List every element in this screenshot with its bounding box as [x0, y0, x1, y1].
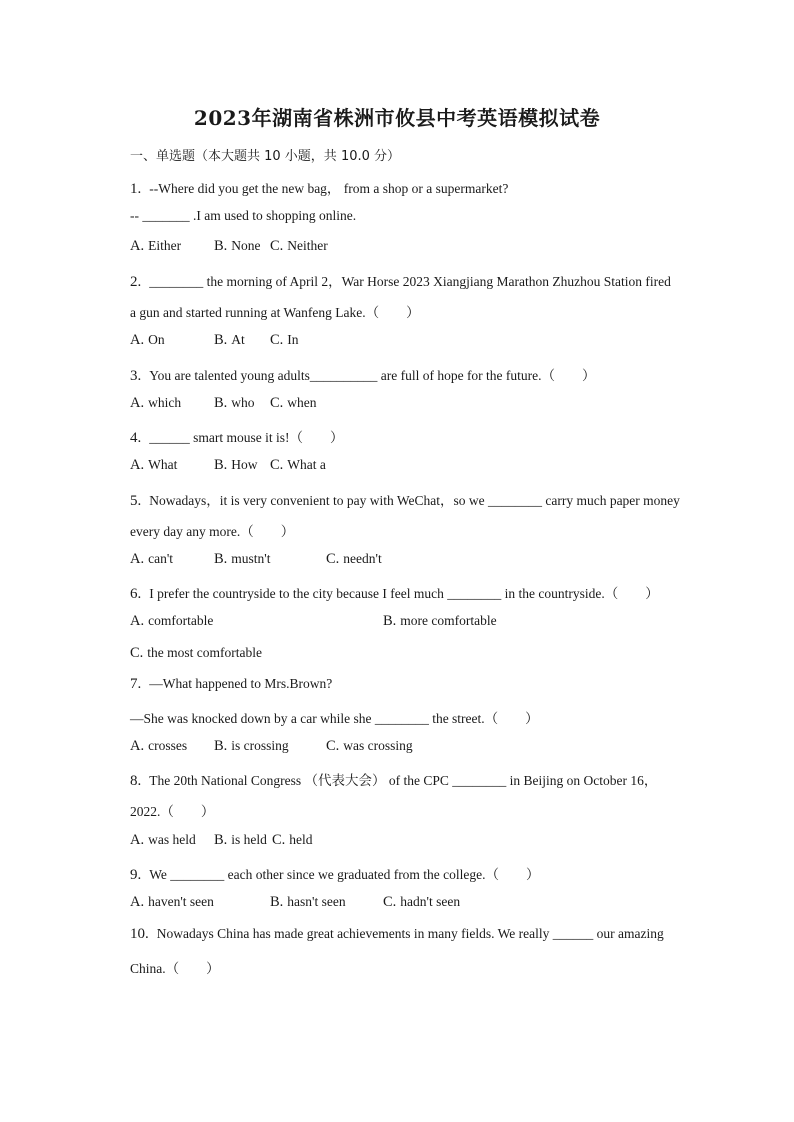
question-text: ________ the morning of April 2，War Horse 2023 Xiangjiang Marathon Zhuzhou Station fired	[149, 274, 671, 289]
question-5-line-1	[130, 489, 680, 510]
question-number: 5.	[130, 493, 142, 509]
option-b: B. is crossing	[214, 738, 289, 754]
option-a: A. What	[130, 457, 178, 473]
question-9-line-1	[130, 863, 540, 884]
question-number: 6.	[130, 586, 142, 602]
section-heading: 一、单选题（本大题共 10 小题，共 10.0 分）	[130, 149, 401, 164]
option-b: B. who	[214, 395, 255, 411]
question-number: 3.	[130, 368, 142, 384]
question-10-line-1	[130, 926, 664, 943]
option-a: A. haven't seen	[130, 894, 214, 910]
option-c: C. held	[272, 832, 313, 848]
question-text: I prefer the countryside to the city because I feel much ________ in the countryside.（ ）	[149, 586, 659, 601]
question-2-line-2: a gun and started running at Wanfeng Lake.（ ）	[130, 305, 420, 320]
question-number: 7.	[130, 676, 142, 692]
option-a: A. which	[130, 395, 182, 411]
question-4-line-1	[130, 426, 344, 447]
option-a: A. comfortable	[130, 613, 214, 629]
option-b: B. hasn't seen	[270, 894, 346, 910]
question-1-line-2: -- _______ .I am used to shopping online.	[130, 208, 357, 223]
option-b: B. None	[214, 238, 261, 254]
option-b: B. is held	[214, 832, 267, 848]
option-a: A. crosses	[130, 738, 188, 754]
option-c: C. hadn't seen	[383, 894, 461, 910]
question-text: —What happened to Mrs.Brown?	[149, 676, 333, 691]
question-number: 2.	[130, 274, 142, 290]
option-a: A. On	[130, 332, 165, 348]
option-b: B. At	[214, 332, 245, 348]
question-number: 1.	[130, 181, 142, 197]
page-title: 2023年湖南省株洲市攸县中考英语模拟试卷	[193, 106, 601, 130]
question-8-line-2: 2022.（ ）	[130, 804, 215, 819]
question-7-line-1	[130, 676, 332, 693]
option-c: C. Neither	[270, 238, 328, 254]
question-number: 9.	[130, 867, 142, 883]
question-6-line-1	[130, 582, 659, 603]
question-text: You are talented young adults__________ are full of hope for the future.（ ）	[149, 368, 596, 383]
question-3-line-1	[130, 364, 596, 385]
question-text: The 20th National Congress （代表大会） of the CPC ________ in Beijing on October 16，	[149, 773, 658, 788]
option-b: B. How	[214, 457, 258, 473]
option-a: A. Either	[130, 238, 182, 254]
question-text: We ________ each other since we graduated from the college.（ ）	[149, 867, 540, 882]
question-1-line-1	[130, 177, 508, 198]
option-b: B. mustn't	[214, 551, 271, 567]
question-text: Nowadays China has made great achievements in many fields. We really ______ our amazing	[156, 926, 664, 941]
question-number: 4.	[130, 430, 142, 446]
option-c: C. was crossing	[326, 738, 413, 754]
question-number: 8.	[130, 773, 142, 789]
question-text: ______ smart mouse it is!（ ）	[149, 430, 344, 445]
option-c: C. needn't	[326, 551, 382, 567]
option-c: C. What a	[270, 457, 326, 473]
option-a: A. was held	[130, 832, 196, 848]
question-10-line-2: China.（ ）	[130, 961, 220, 976]
option-c: C. In	[270, 332, 299, 348]
option-b: B. more comfortable	[383, 613, 497, 629]
question-5-line-2: every day any more.（ ）	[130, 524, 295, 539]
question-text: --Where did you get the new bag， from a shop or a supermarket?	[149, 181, 509, 196]
option-c: C. the most comfortable	[130, 645, 263, 661]
question-7-line-2: —She was knocked down by a car while she ________ the street.（ ）	[130, 711, 539, 726]
question-2-line-1	[130, 270, 671, 291]
question-text: Nowadays，it is very convenient to pay with WeChat，so we ________ carry much paper money	[149, 493, 680, 508]
question-number: 10.	[130, 926, 149, 942]
option-a: A. can't	[130, 551, 174, 567]
option-c: C. when	[270, 395, 317, 411]
question-8-line-1	[130, 769, 657, 790]
